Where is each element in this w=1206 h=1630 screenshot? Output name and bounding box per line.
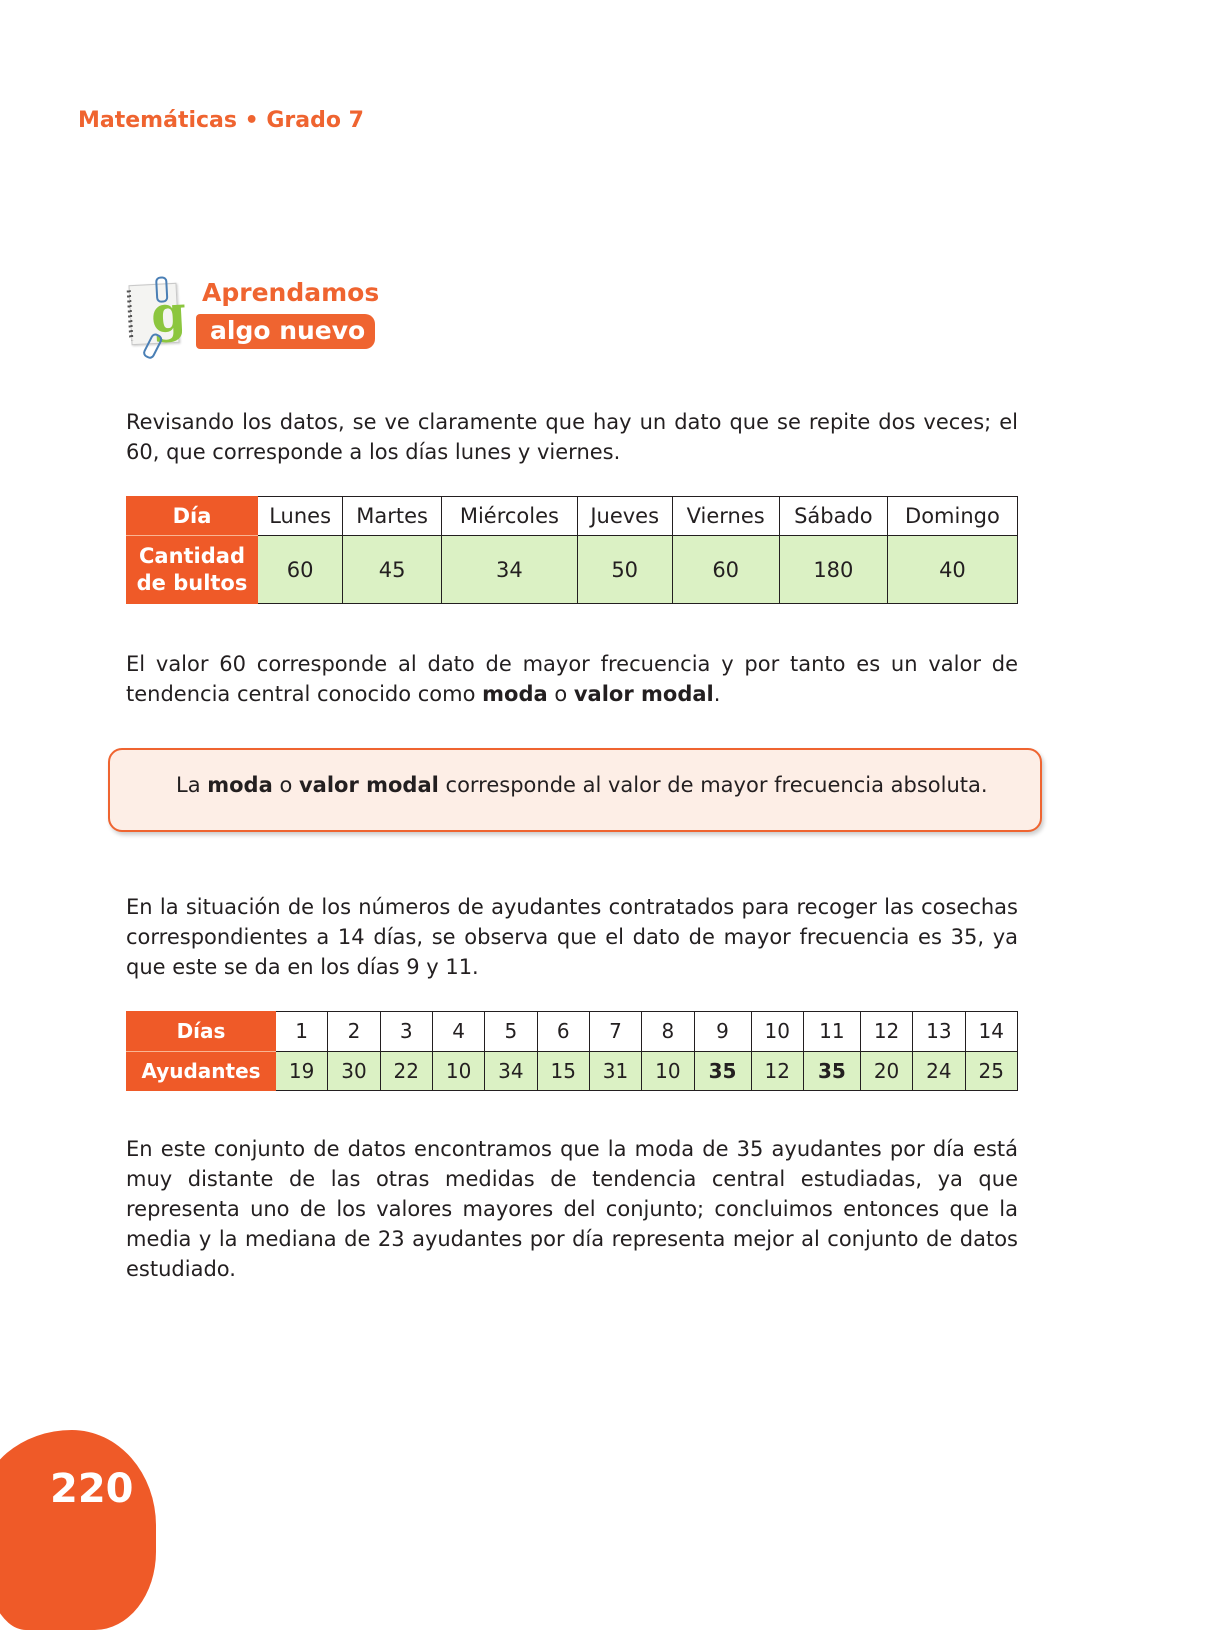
day-cell: Domingo	[887, 497, 1017, 536]
helpers-table	[126, 1011, 1018, 1091]
value-cell: 45	[343, 536, 442, 604]
page-number-tab	[0, 1430, 156, 1630]
helpers-cell: 24	[913, 1051, 965, 1091]
bultos-table	[126, 496, 1018, 604]
day-number-cell: 6	[537, 1012, 589, 1052]
day-number-cell: 5	[485, 1012, 537, 1052]
g-notepad-icon: g	[128, 283, 179, 345]
helpers-cell: 15	[537, 1051, 589, 1091]
day-number-cell: 9	[694, 1012, 751, 1052]
helpers-cell-mode: 35	[694, 1051, 751, 1091]
day-cell: Jueves	[577, 497, 672, 536]
day-number-cell: 4	[432, 1012, 484, 1052]
helpers-cell: 22	[380, 1051, 432, 1091]
definition-text: La moda o valor modal corresponde al valor de mayor frecuencia absoluta.	[176, 773, 988, 797]
situation-paragraph: En la situación de los números de ayudantes contratados para recoger las cosechas correspondientes a 14 días, se observa que el dato de mayor frecuencia es 35, ya que este se da en los días 9 y 11.	[126, 895, 1018, 979]
section-subtitle: algo nuevo	[196, 314, 375, 349]
day-number-cell: 1	[276, 1012, 328, 1052]
day-number-cell: 10	[751, 1012, 803, 1052]
helpers-row-header: Ayudantes	[127, 1051, 276, 1091]
helpers-cell: 19	[276, 1051, 328, 1091]
day-number-cell: 3	[380, 1012, 432, 1052]
intro-paragraph: Revisando los datos, se ve claramente que hay un dato que se repite dos veces; el 60, que corresponde a los días lunes y viernes.	[126, 410, 1018, 464]
day-cell: Lunes	[258, 497, 343, 536]
day-number-cell: 12	[860, 1012, 912, 1052]
value-cell: 60	[258, 536, 343, 604]
helpers-cell: 30	[328, 1051, 380, 1091]
helpers-cell: 25	[965, 1051, 1017, 1091]
section-title: Aprendamos	[202, 278, 380, 307]
helpers-cell: 31	[589, 1051, 641, 1091]
helpers-cell: 34	[485, 1051, 537, 1091]
moda-paragraph: El valor 60 corresponde al dato de mayor frecuencia y por tanto es un valor de tendencia central conocido como moda o valor modal.	[126, 652, 1018, 706]
day-number-cell: 2	[328, 1012, 380, 1052]
day-cell: Viernes	[672, 497, 779, 536]
day-cell: Martes	[343, 497, 442, 536]
helpers-cell: 20	[860, 1051, 912, 1091]
section-badge	[126, 274, 386, 374]
day-number-cell: 13	[913, 1012, 965, 1052]
days-row-header: Días	[127, 1012, 276, 1052]
quantity-row-header: Cantidad de bultos	[127, 536, 258, 604]
page-header: Matemáticas • Grado 7	[78, 108, 364, 133]
definition-callout	[108, 748, 1042, 832]
value-cell: 50	[577, 536, 672, 604]
day-number-cell: 7	[589, 1012, 641, 1052]
value-cell: 40	[887, 536, 1017, 604]
value-cell: 34	[441, 536, 577, 604]
day-cell: Miércoles	[441, 497, 577, 536]
day-number-cell: 14	[965, 1012, 1017, 1052]
helpers-cell: 10	[642, 1051, 694, 1091]
helpers-cell-mode: 35	[803, 1051, 860, 1091]
day-cell: Sábado	[779, 497, 887, 536]
conclusion-paragraph: En este conjunto de datos encontramos que la moda de 35 ayudantes por día está muy distante de las otras medidas de tendencia central estudiadas, ya que representa uno de los valores mayores del conjunto; concluimos entonces que la media y la mediana de 23 ayudantes por día representa mejor al conjunto de datos estudiado.	[126, 1137, 1018, 1281]
value-cell: 60	[672, 536, 779, 604]
page-number: 220	[50, 1466, 134, 1512]
day-number-cell: 11	[803, 1012, 860, 1052]
helpers-cell: 12	[751, 1051, 803, 1091]
helpers-cell: 10	[432, 1051, 484, 1091]
day-number-cell: 8	[642, 1012, 694, 1052]
day-row-header: Día	[127, 497, 258, 536]
value-cell: 180	[779, 536, 887, 604]
